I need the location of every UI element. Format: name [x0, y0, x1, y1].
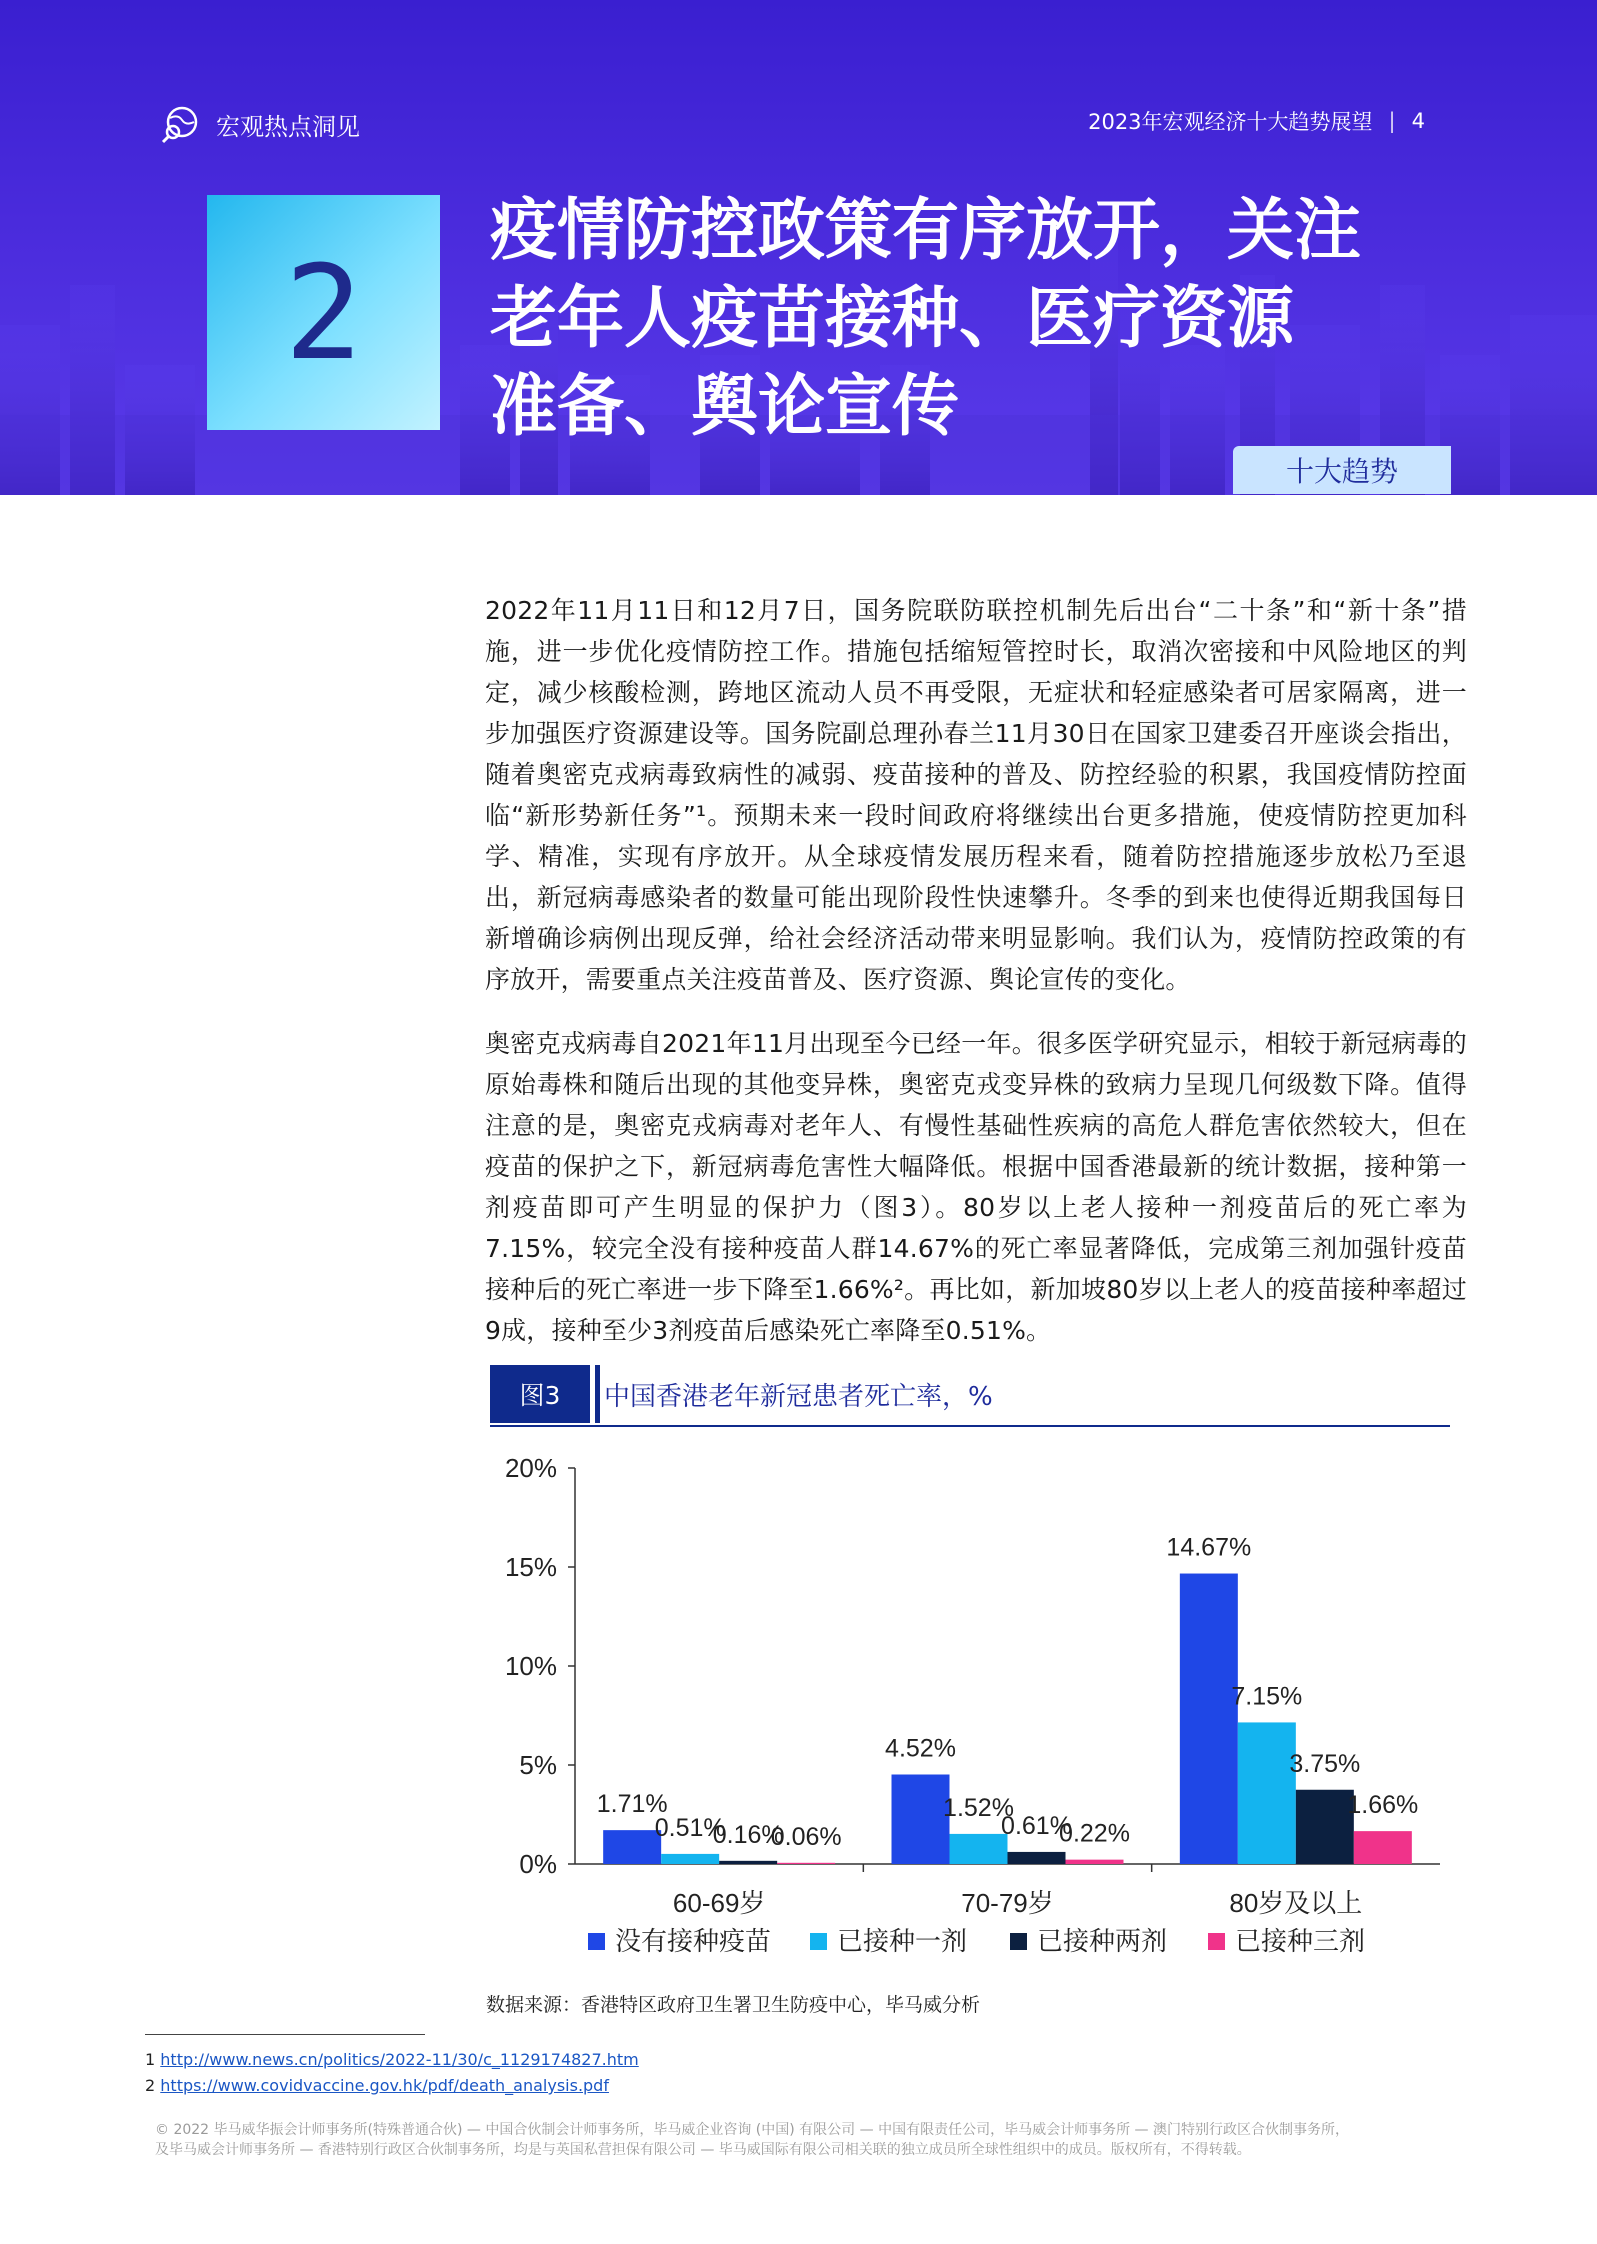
legend-swatch: [810, 1933, 827, 1950]
bar: [1238, 1722, 1296, 1864]
data-label: 4.52%: [885, 1734, 956, 1763]
footnote-number: 2: [145, 2076, 156, 2095]
section-title-line: 准备、舆论宣传: [490, 367, 959, 445]
copyright-line: © 2022 毕马威华振会计师事务所(特殊普通合伙) — 中国合伙制会计师事务所，毕马威企业咨询 (中国) 有限公司 — 中国有限责任公司，毕马威会计师事务所 — 澳门特别行政区合伙制事务所，: [155, 2122, 1349, 2138]
bar: [777, 1863, 835, 1864]
body-paragraph-2: 奥密克戎病毒自2021年11月出现至今已经一年。很多医学研究显示，相较于新冠病毒的原始毒株和随后出现的其他变异株，奥密克戎变异株的致病力呈现几何级数下降。值得注意的是，奥密克戎病毒对老年人、有慢性基础性疾病的高危人群危害依然较大，但在疫苗的保护之下，新冠病毒危害性大幅降低。根据中国香港最新的统计数据，接种第一剂疫苗即可产生明显的保护力（图3）。80岁以上老人接种一剂疫苗后的死亡率为7.15%，较完全没有接种疫苗人群14.67%的死亡率显著降低，完成第三剂加强针疫苗接种后的死亡率进一步下降至1.66%²。再比如，新加坡80岁以上老人的疫苗接种率超过9成，接种至少3剂疫苗后感染死亡率降至0.51%。: [485, 1029, 1467, 1345]
header-separator: |: [1388, 109, 1396, 133]
data-label: 1.71%: [596, 1790, 668, 1819]
section-number-box: [207, 195, 440, 430]
legend-label: 已接种两剂: [1037, 1926, 1168, 1956]
data-label: 3.75%: [1289, 1749, 1361, 1778]
footnote-link[interactable]: http://www.news.cn/politics/2022-11/30/c_1129174827.htm: [160, 2050, 639, 2069]
section-title: [490, 186, 1490, 450]
globe-magnifier-icon: [160, 104, 204, 144]
data-label: 0.06%: [770, 1822, 842, 1851]
report-header: [1088, 106, 1425, 136]
legend-label: 已接种一剂: [837, 1926, 968, 1956]
footnote-link[interactable]: https://www.covidvaccine.gov.hk/pdf/death_analysis.pdf: [160, 2076, 609, 2095]
category-label: 80岁及以上: [1229, 1888, 1363, 1918]
data-label: 0.16%: [712, 1820, 784, 1849]
bar: [1296, 1790, 1354, 1864]
figure-source: 数据来源：香港特区政府卫生署卫生防疫中心，毕马威分析: [486, 1994, 981, 2016]
legend-swatch: [588, 1933, 605, 1950]
copyright-line: 及毕马威会计师事务所 — 香港特别行政区合伙制事务所，均是与英国私营担保有限公司 — 毕马威国际有限公司相关联的独立成员所全球性组织中的成员。版权所有，不得转载。: [155, 2142, 1251, 2158]
section-title-line: 老年人疫苗接种、医疗资源: [490, 279, 1294, 357]
report-title: 2023年宏观经济十大趋势展望: [1088, 110, 1373, 134]
x-axis-labels: [673, 1864, 1362, 1918]
figure-title: 中国香港老年新冠患者死亡率，%: [604, 1381, 993, 1412]
legend-label: 没有接种疫苗: [615, 1926, 772, 1956]
bar: [950, 1834, 1008, 1864]
footnote-divider: [145, 2034, 425, 2035]
footnote-number: 1: [145, 2050, 156, 2069]
data-label: 14.67%: [1166, 1533, 1252, 1562]
data-label: 1.52%: [943, 1793, 1014, 1822]
y-tick-label: 5%: [519, 1750, 557, 1780]
category-label: 70-79岁: [961, 1888, 1054, 1918]
bar: [719, 1861, 777, 1864]
data-label: 1.66%: [1347, 1791, 1419, 1820]
brand-name: 宏观热点洞见: [216, 112, 360, 141]
section-number: 2: [284, 236, 363, 389]
footnote-1: [145, 2050, 639, 2069]
bar: [1354, 1831, 1412, 1864]
hero-banner: [0, 0, 1597, 495]
figure-header: [490, 1365, 1450, 1427]
bar: [1008, 1852, 1066, 1864]
footnote-2: [145, 2076, 609, 2095]
figure-label: 图3: [490, 1365, 590, 1423]
data-label: 0.51%: [654, 1813, 726, 1842]
page-number: 4: [1411, 109, 1425, 133]
data-label: 0.22%: [1059, 1819, 1130, 1848]
trend-tag: 十大趋势: [1233, 446, 1451, 494]
brand: [160, 104, 360, 144]
mortality-bar-chart: [480, 1440, 1460, 1980]
legend-label: 已接种三剂: [1235, 1926, 1366, 1956]
bar: [1066, 1860, 1124, 1864]
data-label: 7.15%: [1231, 1682, 1303, 1711]
category-label: 60-69岁: [672, 1888, 766, 1918]
bar: [603, 1830, 661, 1864]
y-tick-label: 15%: [504, 1552, 557, 1582]
section-title-line: 疫情防控政策有序放开，关注: [490, 191, 1361, 269]
data-label: 0.61%: [1001, 1811, 1072, 1840]
legend-swatch: [1208, 1933, 1225, 1950]
bar: [1180, 1574, 1238, 1864]
bar: [892, 1775, 950, 1864]
y-tick-label: 10%: [504, 1651, 557, 1681]
legend-swatch: [1010, 1933, 1027, 1950]
body-paragraph-1: 2022年11月11日和12月7日，国务院联防联控机制先后出台“二十条”和“新十条”措施，进一步优化疫情防控工作。措施包括缩短管控时长，取消次密接和中风险地区的判定，减少核酸检测，跨地区流动人员不再受限，无症状和轻症感染者可居家隔离，进一步加强医疗资源建设等。国务院副总理孙春兰11月30日在国家卫建委召开座谈会指出，随着奥密克戎病毒致病性的减弱、疫苗接种的普及、防控经验的积累，我国疫情防控面临“新形势新任务”¹。预期未来一段时间政府将继续出台更多措施，使疫情防控更加科学、精准，实现有序放开。从全球疫情发展历程来看，随着防控措施逐步放松乃至退出，新冠病毒感染者的数量可能出现阶段性快速攀升。冬季的到来也使得近期我国每日新增确诊病例出现反弹，给社会经济活动带来明显影响。我们认为，疫情防控政策的有序放开，需要重点关注疫苗普及、医疗资源、舆论宣传的变化。: [485, 596, 1467, 994]
chart-legend: [588, 1926, 1365, 1956]
copyright-notice: [155, 2120, 1455, 2160]
y-tick-label: 0%: [519, 1849, 557, 1879]
y-tick-label: 20%: [504, 1453, 557, 1483]
bar: [661, 1854, 719, 1864]
